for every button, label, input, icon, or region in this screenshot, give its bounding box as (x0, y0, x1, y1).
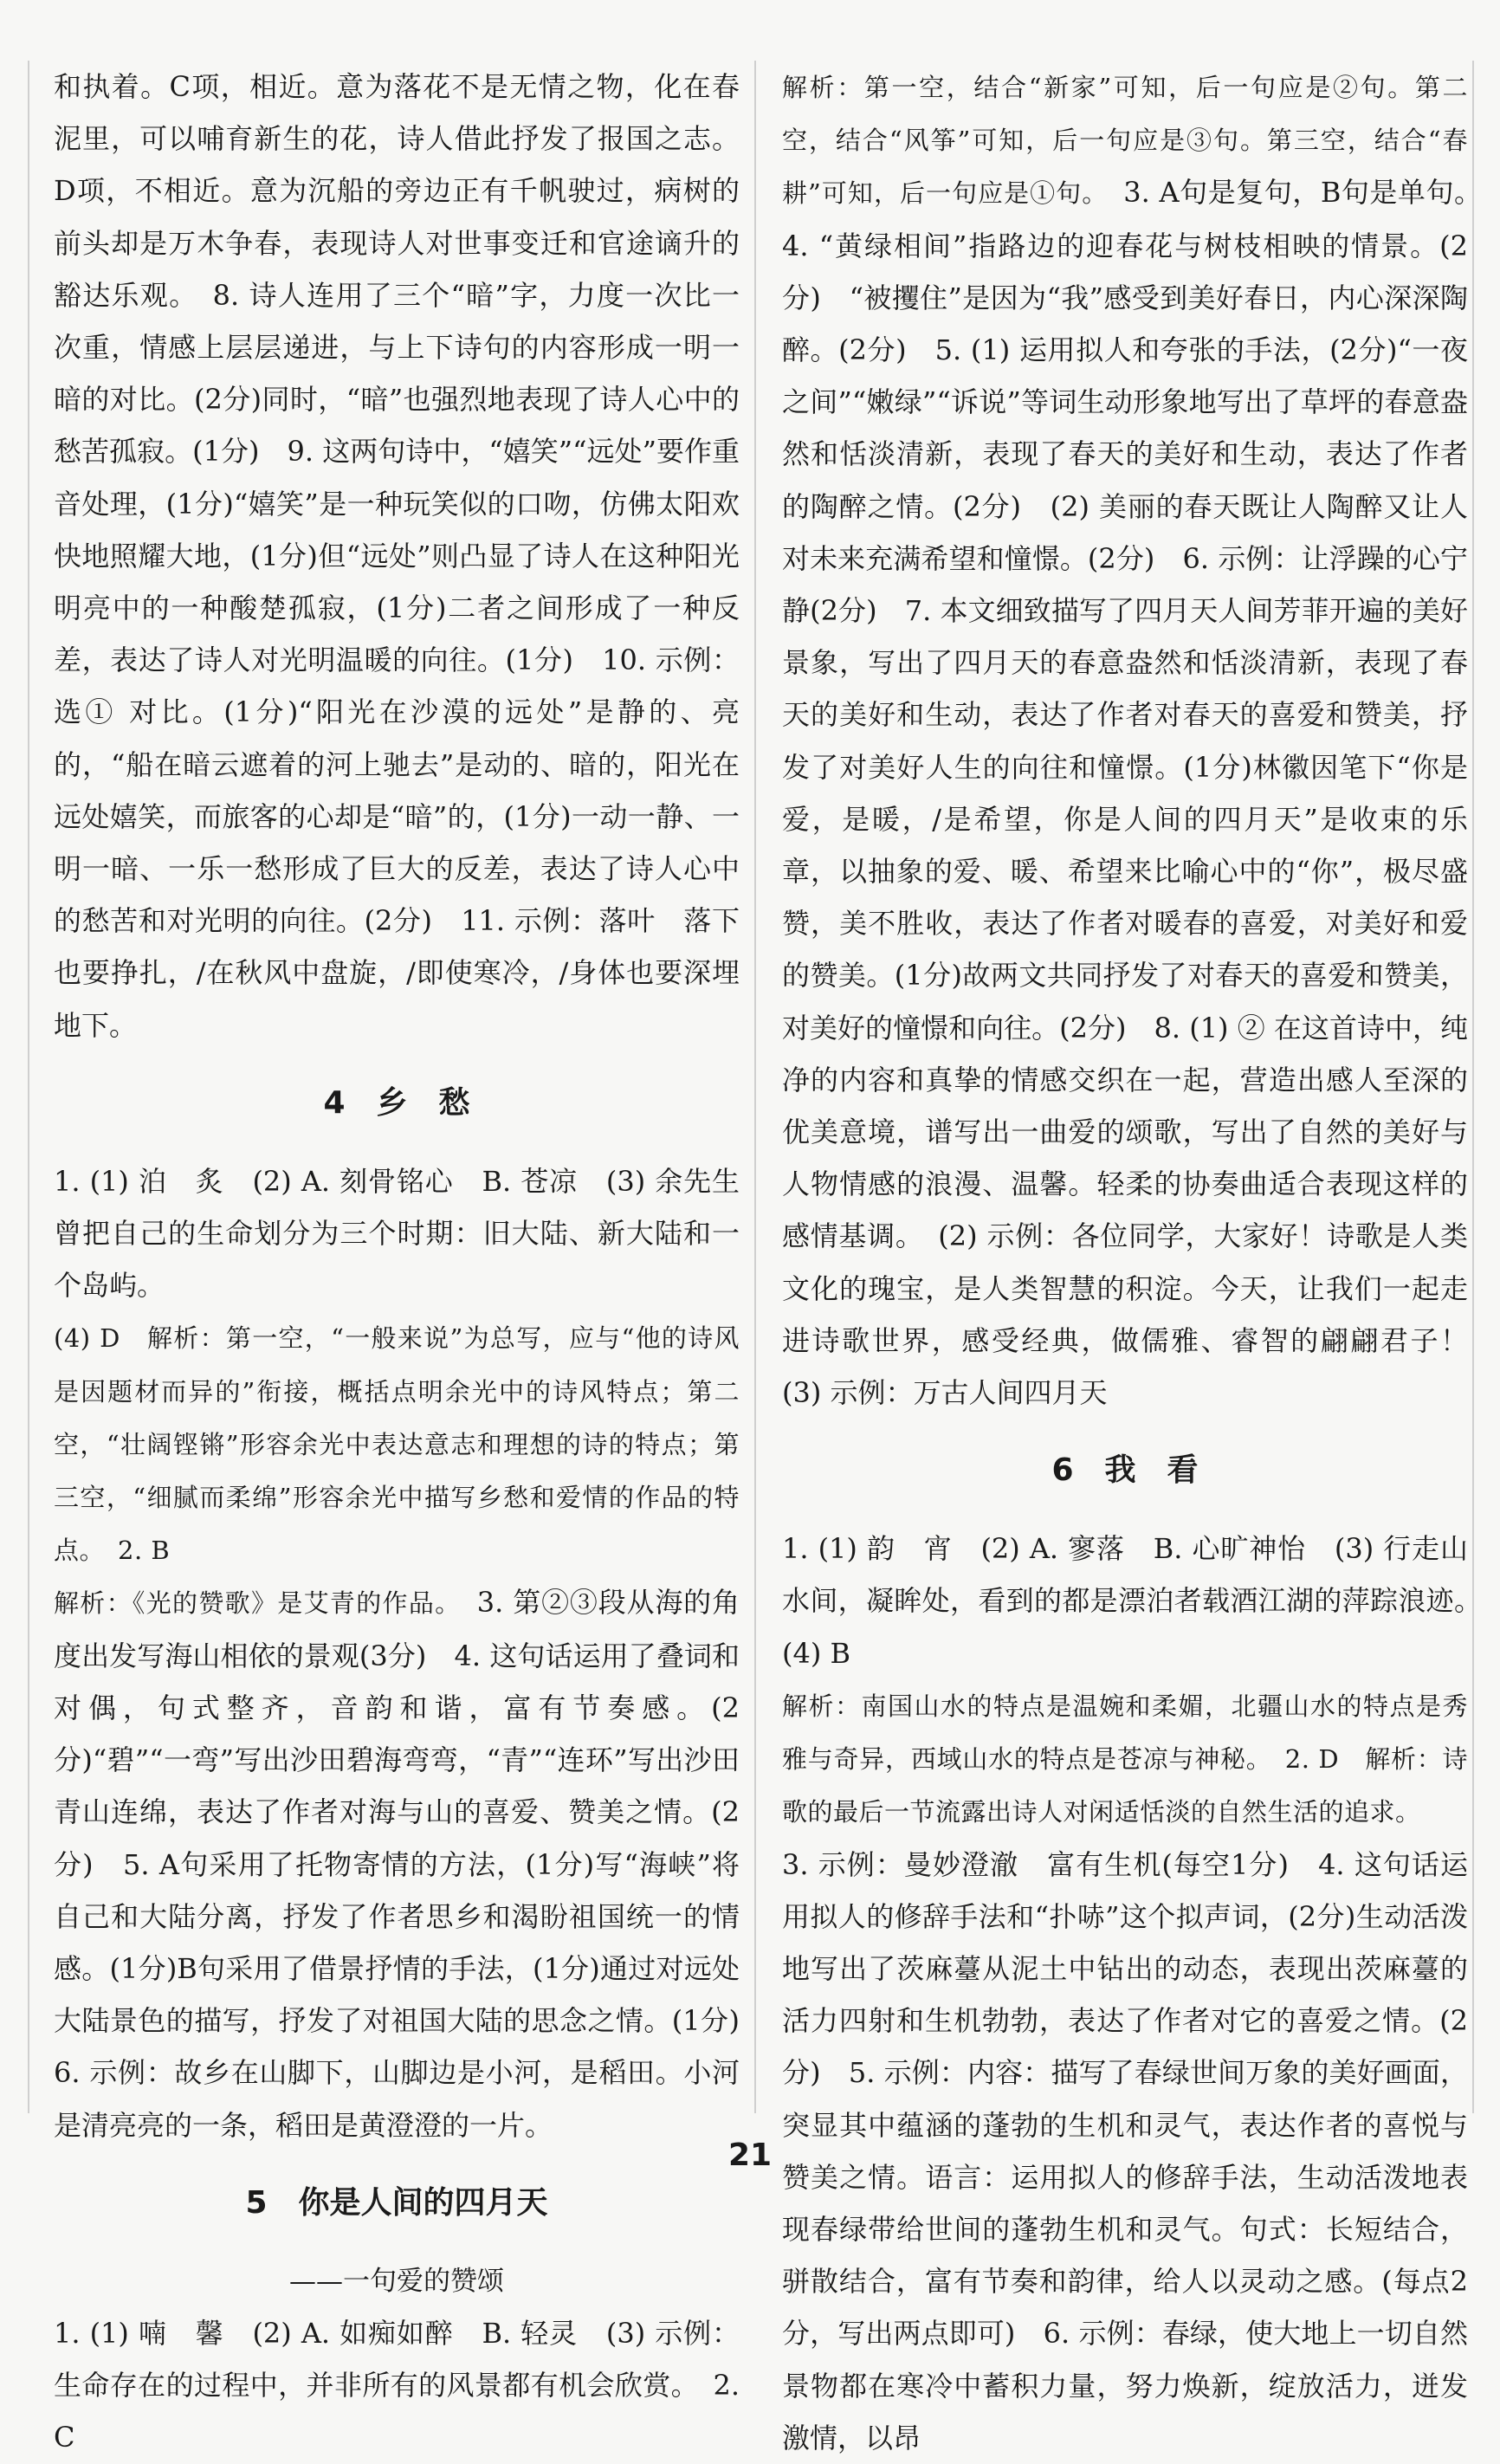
answer-paragraph: 1. (1) 泊 炙 (2) A. 刻骨铭心 B. 苍凉 (3) 余先生曾把自己的生命划分为三个时期：旧大陆、新大陆和一个岛屿。 (54, 1164, 740, 1303)
answer-paragraph (54, 1311, 740, 1576)
page-number: 21 (727, 2137, 773, 2173)
column-rule-left (28, 61, 29, 2113)
analysis-text: 解析：南国山水的特点是温婉和柔媚，北疆山水的特点是秀雅与奇异，西域山水的特点是苍凉与神秘。 2. D 解析：诗歌的最后一节流露出诗人对闲适恬淡的自然生活的追求。 (782, 1691, 1468, 1827)
section-subtitle-5: ——一句爱的赞颂 (289, 2265, 504, 2297)
section-title-4: 4 乡 愁 (323, 1084, 470, 1121)
section-title-5: 5 你是人间的四月天 (245, 2184, 548, 2221)
answer-paragraph: 和执着。C项，相近。意为落花不是无情之物，化在春泥里，可以哺育新生的花，诗人借此抒发了报国之志。D项，不相近。意为沉船的旁边正有千帆驶过，病树的前头却是万木争春，表现诗人对世事变迁和官途谪升的豁达乐观。 8. 诗人连用了三个“暗”字，力度一次比一次重，情感上层层递进，与上下诗句的内容形成一明一暗的对比。(2分)同时，“暗”也强烈地表现了诗人心中的愁苦孤寂。(1分) 9. 这两句诗中，“嬉笑”“远处”要作重音处理，(1分)“嬉笑”是一种玩笑似的口吻，仿佛太阳欢快地照耀大地，(1分)但“远处”则凸显了诗人在这种阳光明亮中的一种酸楚孤寂，(1分)二者之间形成了一种反差，表达了诗人对光明温暖的向往。(1分) 10. 示例：选① 对比。(1分)“阳光在沙漠的远处”是静的、亮的，“船在暗云遮着的河上驰去”是动的、暗的，阳光在远处嬉笑，而旅客的心却是“暗”的，(1分)一动一静、一明一暗、一乐一愁形成了巨大的反差，表达了诗人心中的愁苦和对光明的向往。(2分) 11. 示例：落叶 落下也要挣扎，/在秋风中盘旋，/即使寒冷，/身体也要深埋地下。 (54, 70, 740, 1042)
answer-paragraph (782, 61, 1497, 1419)
answer-text: 3. A句是复句，B句是单句。 4. “黄绿相间”指路边的迎春花与树枝相映的情景。(2分) “被攫住”是因为“我”感受到美好春日，内心深深陶醉。(2分) 5. (1) 运用拟人和夸张的手法，(2分)“一夜之间”“嫩绿”“诉说”等词生动形象地写出了草坪的春意盎然和恬淡清新，表现了春天的美好和生动，表达了作者的陶醉之情。(2分) (2) 美丽的春天既让人陶醉又让人对未来充满希望和憧憬。(2分) 6. 示例：让浮躁的心宁静(2分) 7. 本文细致描写了四月天人间芳菲开遍的美好景象，写出了四月天的春意盎然和恬淡清新，表现了春天的美好和生动，表达了作者对春天的喜爱和赞美，抒发了对美好人生的向往和憧憬。(1分)林徽因笔下“你是爱，是暖，/是希望，你是人间的四月天”是收束的乐章，以抽象的爱、暖、希望来比喻心中的“你”，极尽盛赞，美不胜收，表达了作者对暖春的喜爱，对美好和爱的赞美。(1分)故两文共同抒发了对春天的喜爱和赞美，对美好的憧憬和向往。(2分) 8. (1) ② 在这首诗中，纯净的内容和真挚的情感交织在一起，营造出感人至深的优美意境，谱写出一曲爱的颂歌，写出了自然的美好与人物情感的浪漫、温馨。轻柔的协奏曲适合表现这样的感情基调。 (2) 示例：各位同学，大家好！诗歌是人类文化的瑰宝，是人类智慧的积淀。今天，让我们一起走进诗歌世界，感受经典，做儒雅、睿智的翩翩君子！ (3) 示例：万古人间四月天 (782, 176, 1497, 1410)
analysis-text: 解析：《光的赞歌》是艾青的作品。 (54, 1588, 449, 1619)
answer-paragraph: 1. (1) 喃 馨 (2) A. 如痴如醉 B. 轻灵 (3) 示例：生命存在的过程中，并非所有的风景都有机会欣赏。 2. C (54, 2316, 740, 2454)
answer-paragraph: 1. (1) 韵 宵 (2) A. 寥落 B. 心旷神怡 (3) 行走山水间，凝眸处，看到的都是漂泊者载酒江湖的萍踪浪迹。 (4) B (782, 1532, 1497, 1670)
answer-paragraph (54, 1576, 768, 2150)
column-rule-right (1472, 61, 1474, 2113)
right-column (782, 61, 1497, 2464)
answer-paragraph (782, 1679, 1468, 1839)
answer-paragraph: 3. 示例：曼妙澄澈 富有生机(每空1分) 4. 这句话运用拟人的修辞手法和“扑哧”这个拟声词，(2分)生动活泼地写出了茨麻薹从泥土中钻出的动态，表现出茨麻薹的活力四射和生机勃勃，表达了作者对它的喜爱之情。(2分) 5. 示例：内容：描写了春绿世间万象的美好画面，突显其中蕴涵的蓬勃的生机和灵气，表达作者的喜悦与赞美之情。语言：运用拟人的修辞手法，生动活泼地表现春绿带给世间的蓬勃生机和灵气。句式：长短结合，骈散结合，富有节奏和韵律，给人以灵动之感。(每点2分，写出两点即可) 6. 示例：春绿，使大地上一切自然景物都在寒冷中蓄积力量，努力焕新，绽放活力，迸发激情，以昂 (782, 1847, 1468, 2454)
analysis-text: (4) D 解析：第一空，“一般来说”为总写，应与“他的诗风是因题材而异的”衔接，概括点明余光中的诗风特点；第二空，“壮阔铿锵”形容余光中表达意志和理想的诗的特点；第三空，“细腻而柔绵”形容余光中描写乡愁和爱情的作品的特点。 2. B (54, 1323, 740, 1566)
section-title-6: 6 我 看 (1051, 1452, 1199, 1489)
column-rule-middle (754, 61, 756, 2113)
analysis-text: 解析：第一空，结合“新家”可知，后一句应是②句。第二空，结合“风筝”可知，后一句应是③句。第三空，结合“春耕”可知，后一句应是①句。 (782, 73, 1468, 209)
answer-text: 3. 第②③段从海的角度出发写海山相依的景观(3分) 4. 这句话运用了叠词和对偶，句式整齐，音韵和谐，富有节奏感。(2分)“碧”“一弯”写出沙田碧海弯弯，“青”“连环”写出沙田青山连绵，表达了作者对海与山的喜爱、赞美之情。(2分) 5. A句采用了托物寄情的方法，(1分)写“海峡”将自己和大陆分离，抒发了作者思乡和渴盼祖国统一的情感。(1分)B句采用了借景抒情的手法，(1分)通过对远处大陆景色的描写，抒发了对祖国大陆的思念之情。(1分) 6. 示例：故乡在山脚下，山脚边是小河，是稻田。小河是清亮亮的一条，稻田是黄澄澄的一片。 (54, 1586, 768, 2142)
